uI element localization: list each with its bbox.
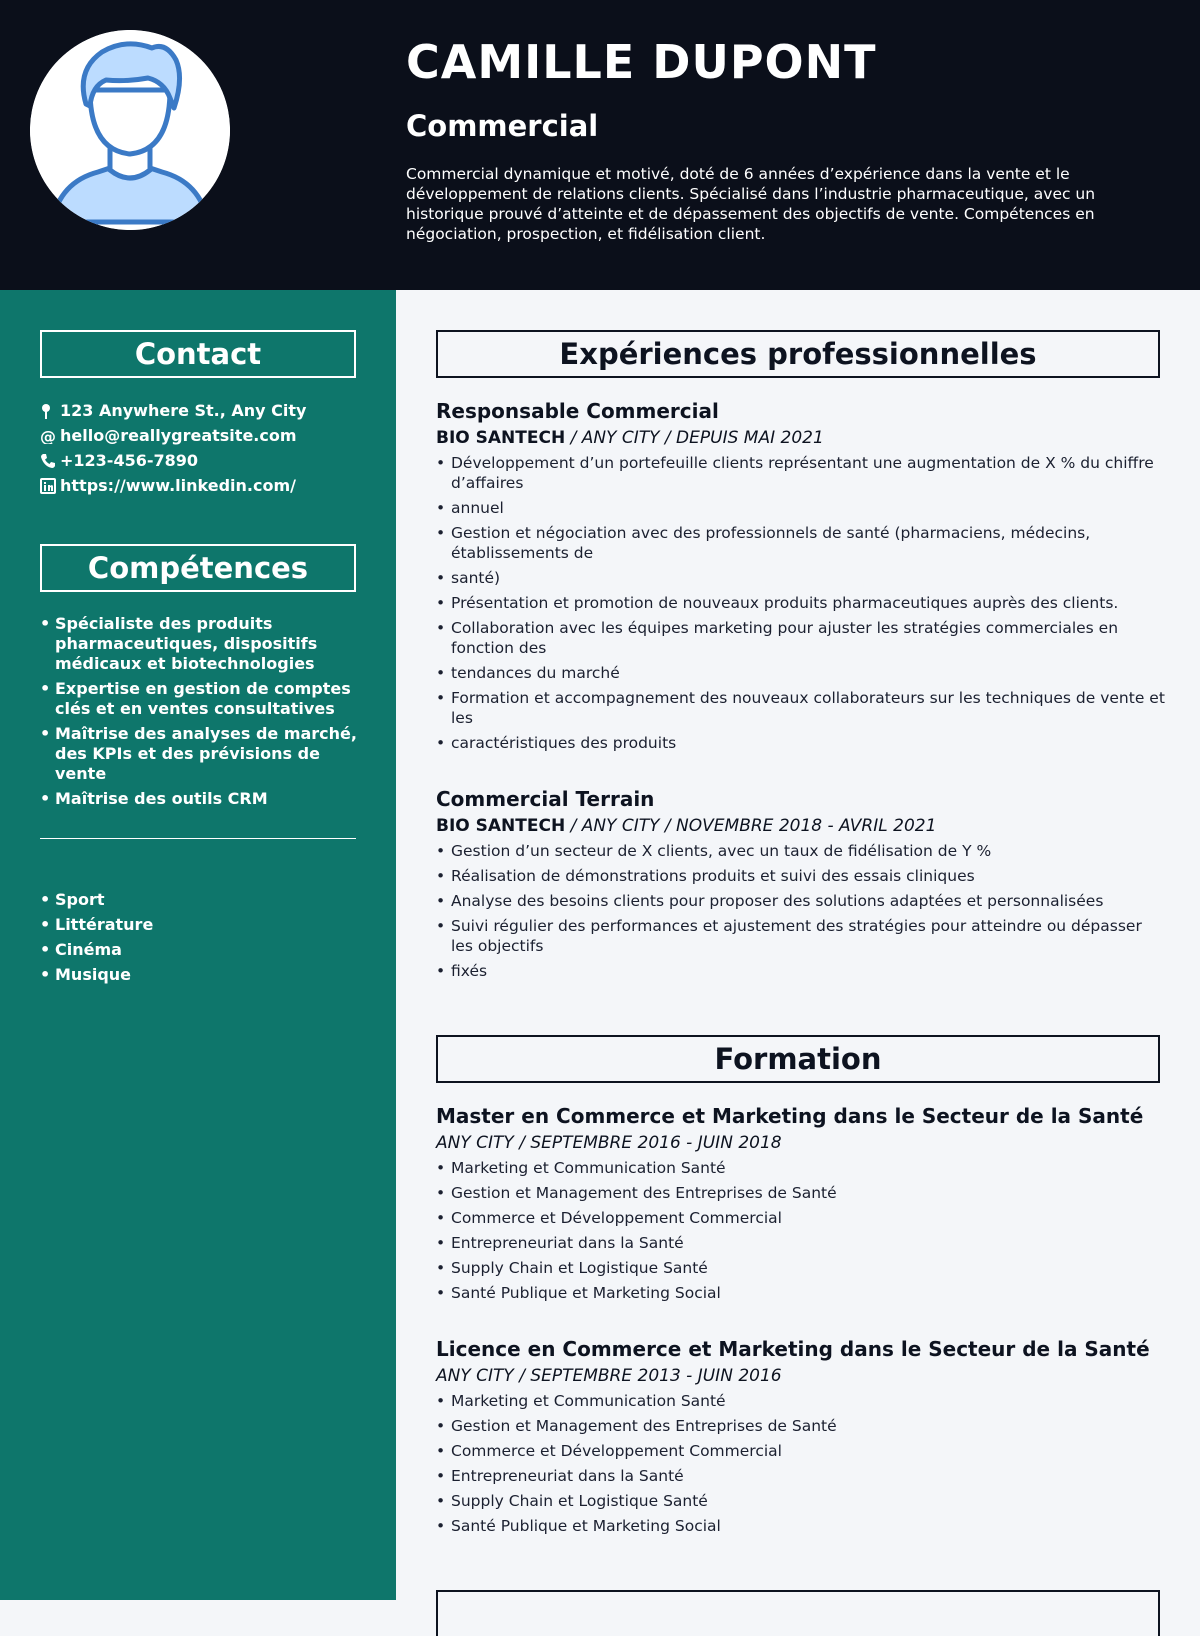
degree-bullet: • Santé Publique et Marketing Social: [436, 1516, 1166, 1536]
degree-details: ANY CITY / SEPTEMBRE 2016 - JUIN 2018: [436, 1133, 782, 1153]
interest-item: • Musique: [40, 965, 358, 985]
degree-bullet: • Supply Chain et Logistique Santé: [436, 1258, 1166, 1278]
at-sign-icon: [40, 428, 56, 444]
job-bullet: • caractéristiques des produits: [436, 733, 1166, 753]
degree-entry: [436, 1103, 1166, 1308]
degree-bullets: [436, 1158, 1166, 1303]
location-pin-icon: [40, 403, 56, 419]
linkedin-text[interactable]: https://www.linkedin.com/: [60, 476, 296, 495]
candidate-role: Commercial: [406, 109, 599, 143]
address-text: 123 Anywhere St., Any City: [60, 401, 307, 420]
degree-bullet: • Entrepreneuriat dans la Santé: [436, 1466, 1166, 1486]
job-entry: [436, 786, 1166, 986]
job-bullet: • Réalisation de démonstrations produits et suivi des essais cliniques: [436, 866, 1166, 886]
profile-summary: Commercial dynamique et motivé, doté de 6 années d’expérience dans la vente et le développement de relations clients. Spécialisé dans l’industrie pharmaceutique, avec un historique prouvé d’atteinte et de dépassement des objectifs de vente. Compétences en négociation, prospection, et fidélisation client.: [406, 165, 1096, 243]
job-company: BIO SANTECH: [436, 428, 566, 448]
contact-address: [40, 398, 360, 423]
next-section-box: [436, 1590, 1160, 1636]
degree-bullet: • Entrepreneuriat dans la Santé: [436, 1233, 1166, 1253]
degree-bullet: • Commerce et Développement Commercial: [436, 1208, 1166, 1228]
job-details: / ANY CITY / NOVEMBRE 2018 - AVRIL 2021: [565, 816, 937, 836]
contact-phone[interactable]: [40, 448, 360, 473]
degree-bullet: • Gestion et Management des Entreprises de Santé: [436, 1183, 1166, 1203]
avatar: [30, 30, 230, 230]
education-heading: Formation: [436, 1035, 1160, 1083]
degree-bullets: [436, 1391, 1166, 1536]
interest-item: • Littérature: [40, 915, 358, 935]
job-bullet: • Présentation et promotion de nouveaux produits pharmaceutiques auprès des clients.: [436, 593, 1166, 613]
job-bullet: • Gestion d’un secteur de X clients, avec un taux de fidélisation de Y %: [436, 841, 1166, 861]
job-bullet: • annuel: [436, 498, 1166, 518]
skills-heading: Compétences: [40, 544, 356, 592]
degree-bullet: • Gestion et Management des Entreprises de Santé: [436, 1416, 1166, 1436]
degree-bullet: • Supply Chain et Logistique Santé: [436, 1491, 1166, 1511]
job-meta: [436, 815, 1166, 837]
contact-linkedin[interactable]: [40, 473, 360, 498]
candidate-name: CAMILLE DUPONT: [406, 35, 877, 89]
job-bullet: • santé): [436, 568, 1166, 588]
degree-bullet: • Commerce et Développement Commercial: [436, 1441, 1166, 1461]
job-bullets: [436, 453, 1166, 753]
degree-bullet: • Marketing et Communication Santé: [436, 1158, 1166, 1178]
skills-list: [40, 614, 358, 814]
degree-meta: [436, 1132, 1166, 1154]
job-title: Commercial Terrain: [436, 787, 655, 811]
job-bullet: • Analyse des besoins clients pour proposer des solutions adaptées et personnalisées: [436, 891, 1166, 911]
job-bullet: • fixés: [436, 961, 1166, 981]
job-meta: [436, 427, 1166, 449]
interest-item: • Sport: [40, 890, 358, 910]
degree-meta: [436, 1365, 1166, 1387]
job-bullets: [436, 841, 1166, 981]
job-bullet: • tendances du marché: [436, 663, 1166, 683]
linkedin-icon: [40, 478, 56, 494]
experience-heading: Expériences professionnelles: [436, 330, 1160, 378]
contact-email[interactable]: [40, 423, 360, 448]
phone-text[interactable]: +123-456-7890: [60, 451, 199, 470]
degree-bullet: • Santé Publique et Marketing Social: [436, 1283, 1166, 1303]
main-content: [396, 290, 1200, 1600]
degree-title: Master en Commerce et Marketing dans le Secteur de la Santé: [436, 1104, 1144, 1128]
interests-list: [40, 890, 358, 990]
degree-entry: [436, 1336, 1166, 1541]
job-bullet: • Développement d’un portefeuille clients représentant une augmentation de X % du chiffre d’affaires: [436, 453, 1166, 493]
contact-list: [40, 398, 360, 498]
sidebar-divider: [40, 838, 356, 839]
job-bullet: • Suivi régulier des performances et ajustement des stratégies pour atteindre ou dépasser les objectifs: [436, 916, 1166, 956]
job-title: Responsable Commercial: [436, 399, 719, 423]
skill-item: • Spécialiste des produits pharmaceutiques, dispositifs médicaux et biotechnologies: [40, 614, 358, 674]
sidebar: [0, 290, 396, 1600]
degree-title: Licence en Commerce et Marketing dans le Secteur de la Santé: [436, 1337, 1150, 1361]
job-company: BIO SANTECH: [436, 816, 566, 836]
svg-text:@: @: [40, 427, 56, 444]
job-bullet: • Collaboration avec les équipes marketing pour ajuster les stratégies commerciales en fonction des: [436, 618, 1166, 658]
job-bullet: • Gestion et négociation avec des professionnels de santé (pharmaciens, médecins, établissements de: [436, 523, 1166, 563]
email-text[interactable]: hello@reallygreatsite.com: [60, 426, 297, 445]
degree-bullet: • Marketing et Communication Santé: [436, 1391, 1166, 1411]
skill-item: • Maîtrise des outils CRM: [40, 789, 358, 809]
skill-item: • Expertise en gestion de comptes clés et en ventes consultatives: [40, 679, 358, 719]
skill-item: • Maîtrise des analyses de marché, des KPIs et des prévisions de vente: [40, 724, 358, 784]
resume-header: [0, 0, 1200, 290]
job-details: / ANY CITY / DEPUIS MAI 2021: [565, 428, 824, 448]
interest-item: • Cinéma: [40, 940, 358, 960]
job-bullet: • Formation et accompagnement des nouveaux collaborateurs sur les techniques de vente et les: [436, 688, 1166, 728]
phone-icon: [40, 453, 56, 469]
person-icon: [30, 30, 230, 230]
job-entry: [436, 398, 1166, 758]
degree-details: ANY CITY / SEPTEMBRE 2013 - JUIN 2016: [436, 1366, 782, 1386]
contact-heading: Contact: [40, 330, 356, 378]
